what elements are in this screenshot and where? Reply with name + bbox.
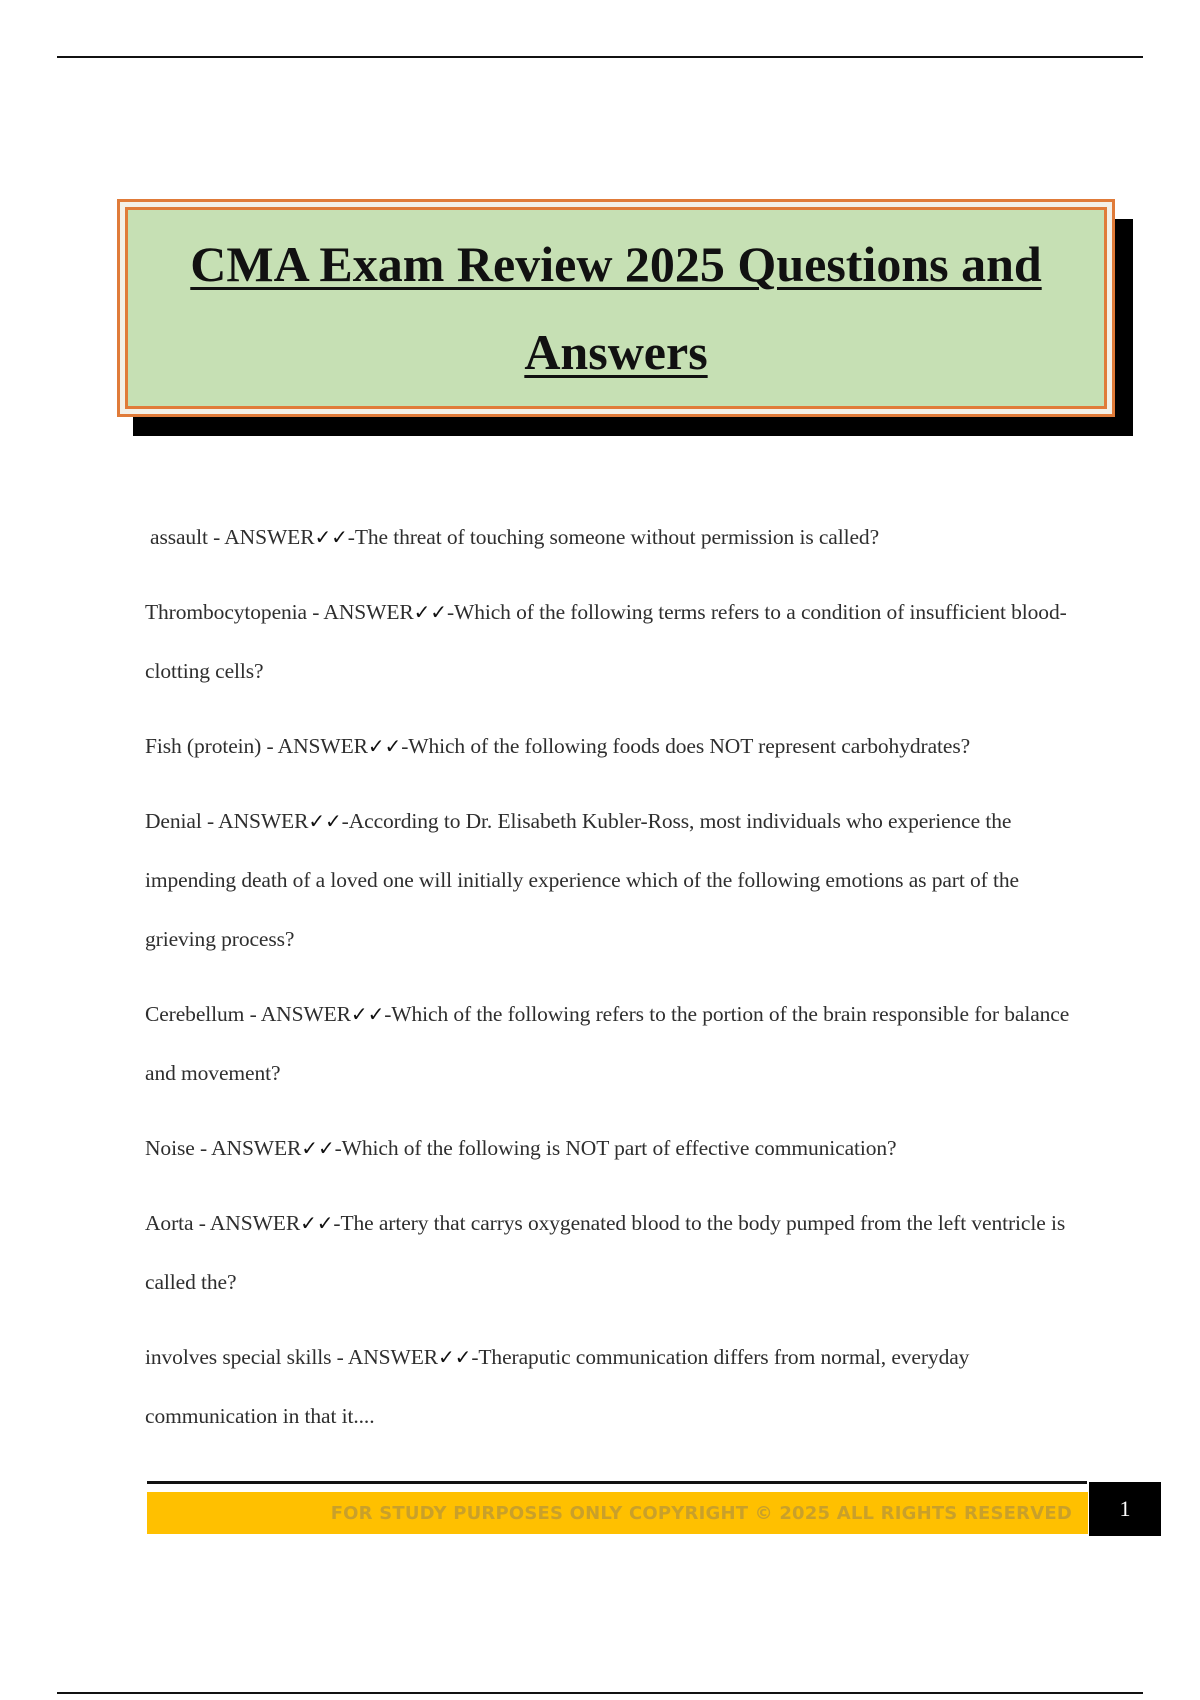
qa-answer-label: - ANSWER — [307, 600, 414, 624]
qa-item — [145, 583, 1085, 701]
qa-answer: Fish (protein) — [145, 734, 262, 758]
qa-answer-label: - ANSWER — [244, 1002, 351, 1026]
qa-item — [145, 1194, 1085, 1312]
footer-notice: FOR STUDY PURPOSES ONLY COPYRIGHT © 2025 ALL RIGHTS RESERVED — [330, 1502, 1072, 1524]
qa-answer-label: - ANSWER — [201, 809, 309, 833]
checkmark-icon: ✓✓ — [314, 525, 348, 549]
footer-notice-band — [147, 1492, 1088, 1534]
qa-answer-label: - ANSWER — [193, 1211, 301, 1235]
checkmark-icon: ✓✓ — [438, 1345, 472, 1369]
qa-item — [145, 508, 1085, 567]
qa-answer-label: - ANSWER — [331, 1345, 439, 1369]
page-title: CMA Exam Review 2025 Questions and Answers — [190, 236, 1042, 380]
qa-question: -Which of the following is NOT part of effective communication? — [334, 1136, 897, 1160]
bottom-rule — [57, 1692, 1143, 1694]
qa-answer: involves special skills — [145, 1345, 332, 1369]
checkmark-icon: ✓✓ — [308, 809, 342, 833]
qa-list — [145, 508, 1085, 1446]
checkmark-icon: ✓✓ — [413, 600, 447, 624]
qa-answer: Cerebellum — [145, 1002, 245, 1026]
qa-answer: Thrombocytopenia — [145, 600, 307, 624]
qa-question: -Which of the following terms refers to a condition of insufficient blood-clotting cells? — [145, 600, 1067, 683]
qa-answer-label: - ANSWER — [207, 525, 315, 549]
qa-answer: Denial — [145, 809, 202, 833]
title-box — [117, 199, 1115, 417]
qa-item — [145, 1119, 1085, 1178]
qa-item — [145, 792, 1085, 969]
qa-question: -Which of the following foods does NOT represent carbohydrates? — [401, 734, 971, 758]
top-rule — [57, 56, 1143, 58]
checkmark-icon: ✓✓ — [301, 1136, 335, 1160]
qa-item — [145, 1328, 1085, 1446]
checkmark-icon: ✓✓ — [367, 734, 402, 758]
qa-answer-label: - ANSWER — [194, 1136, 302, 1160]
footer-rule — [147, 1481, 1087, 1484]
qa-answer-label: - ANSWER — [261, 734, 368, 758]
checkmark-icon: ✓✓ — [300, 1211, 334, 1235]
checkmark-icon: ✓✓ — [350, 1002, 385, 1026]
page-number: 1 — [1089, 1482, 1161, 1536]
qa-item — [145, 717, 1085, 776]
qa-answer: Aorta — [145, 1211, 194, 1235]
title-banner — [117, 199, 1117, 419]
qa-question: -Theraputic communication differs from normal, everyday communication in that it.... — [145, 1345, 970, 1428]
qa-answer: assault — [150, 525, 208, 549]
qa-question: -Which of the following refers to the portion of the brain responsible for balance and movement? — [145, 1002, 1070, 1085]
qa-question: -The artery that carrys oxygenated blood to the body pumped from the left ventricle is called the? — [145, 1211, 1066, 1294]
qa-question: -The threat of touching someone without permission is called? — [347, 525, 880, 549]
qa-item — [145, 985, 1085, 1103]
qa-answer: Noise — [145, 1136, 195, 1160]
qa-question: -According to Dr. Elisabeth Kubler-Ross, most individuals who experience the impending death of a loved one will initially experience which of the following emotions as part of the grieving process? — [145, 809, 1019, 951]
